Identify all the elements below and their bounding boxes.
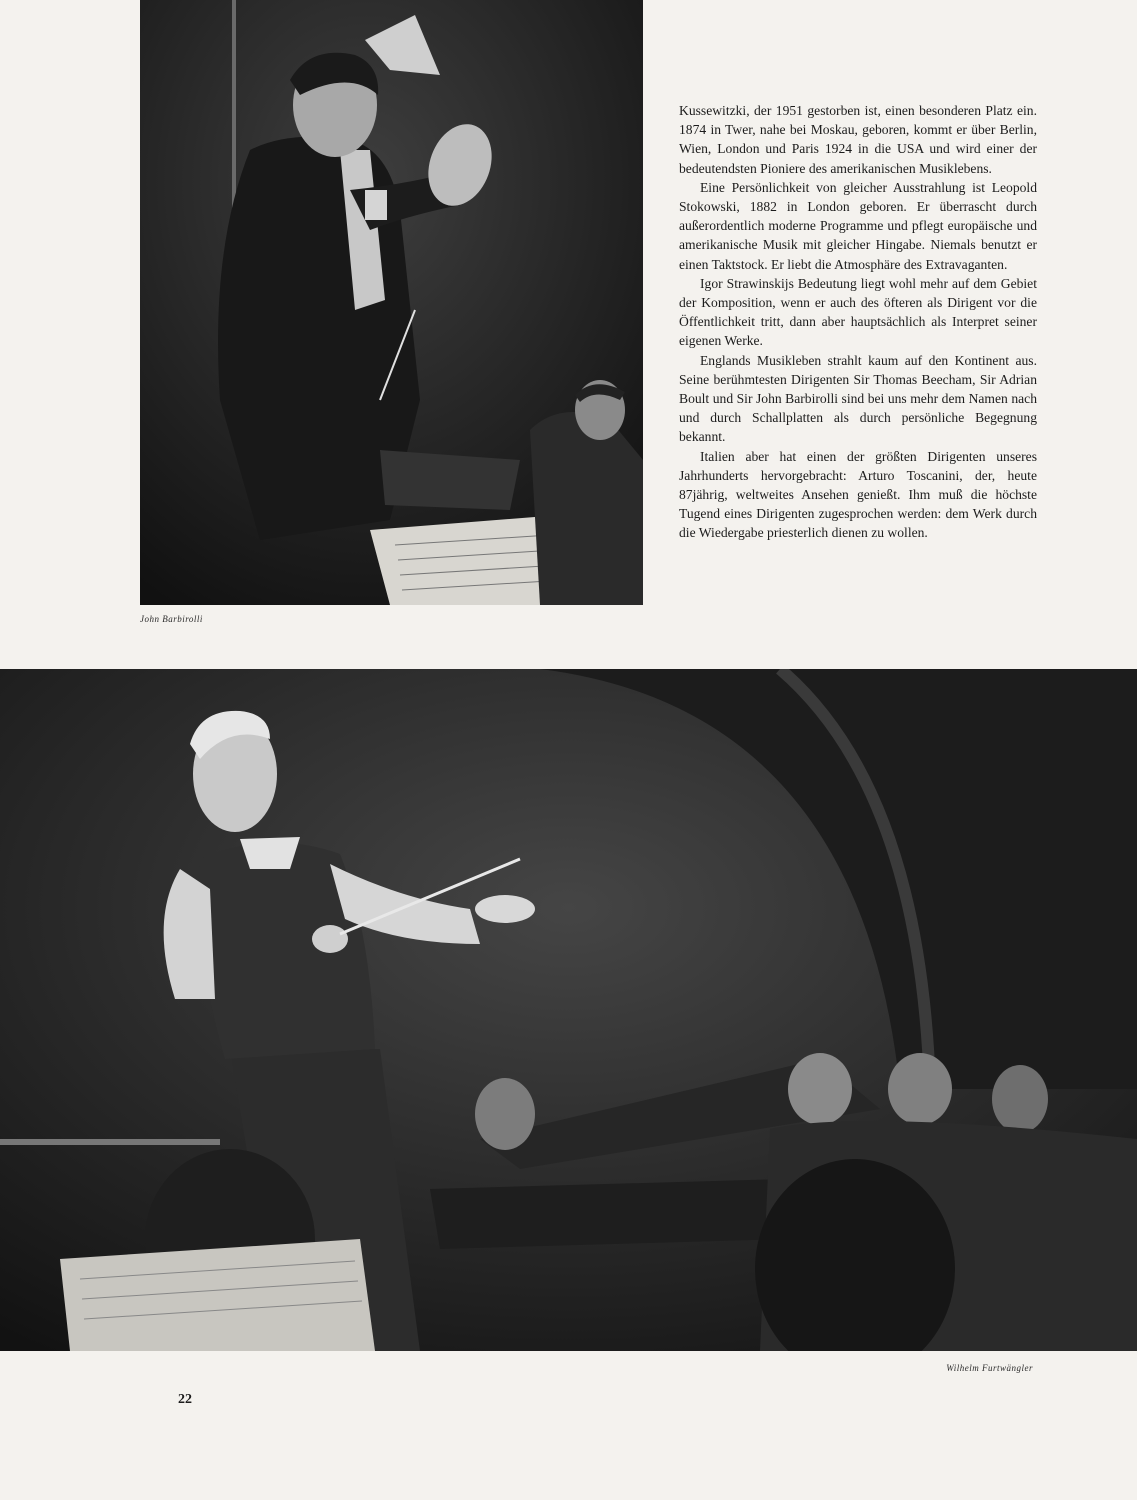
article-paragraph: Eine Persönlichkeit von gleicher Ausstrahlung ist Leopold Stokowski, 1882 in London geboren. Er überrascht durch außerordentlich moderne Programme und pflegt europäische und amerikanische Musik mit gleicher Hingabe. Niemals benutzt er einen Taktstock. Er liebt die Atmosphäre des Extravaganten. — [679, 179, 1037, 272]
article-body — [679, 101, 1037, 543]
article-paragraph: Italien aber hat einen der größten Dirigenten unseres Jahrhunderts hervorgebracht: Arturo Toscanini, der, heute 87jährig, weltweites Ansehen genießt. Ihm muß die höchste Tugend eines Dirigenten zugesprochen werden: dem Werk durch die Wiedergabe priesterlich dienen zu wollen. — [679, 448, 1037, 541]
page-number: 22 — [178, 1392, 192, 1407]
photo-caption-barbirolli: John Barbirolli — [140, 614, 203, 624]
photo-wilhelm-furtwaengler — [0, 669, 1137, 1351]
photo-wilhelm-furtwaengler-image — [0, 669, 1137, 1351]
photo-john-barbirolli — [140, 0, 643, 605]
photo-caption-furtwaengler: Wilhelm Furtwängler — [946, 1363, 1033, 1373]
article-paragraph: Englands Musikleben strahlt kaum auf den Kontinent aus. Seine berühmtesten Dirigenten Sir Thomas Beecham, Sir Adrian Boult und Sir John Barbirolli sind bei uns mehr dem Namen nach und durch Schallplatten als durch persönliche Begegnung bekannt. — [679, 352, 1037, 445]
article-paragraph: Kussewitzki, der 1951 gestorben ist, einen besonderen Platz ein. 1874 in Twer, nahe bei Moskau, geboren, kommt er über Berlin, Wien, London und Paris 1924 in die USA und wird einer der bedeutendsten Pioniere des amerikanischen Musiklebens. — [679, 103, 1037, 176]
article-paragraph: Igor Strawinskijs Bedeutung liegt wohl mehr auf dem Gebiet der Komposition, wenn er auch des öfteren als Dirigent vor die Öffentlichkeit tritt, dann aber hauptsächlich als Interpret seiner eigenen Werke. — [679, 275, 1037, 349]
photo-john-barbirolli-image — [140, 0, 643, 605]
